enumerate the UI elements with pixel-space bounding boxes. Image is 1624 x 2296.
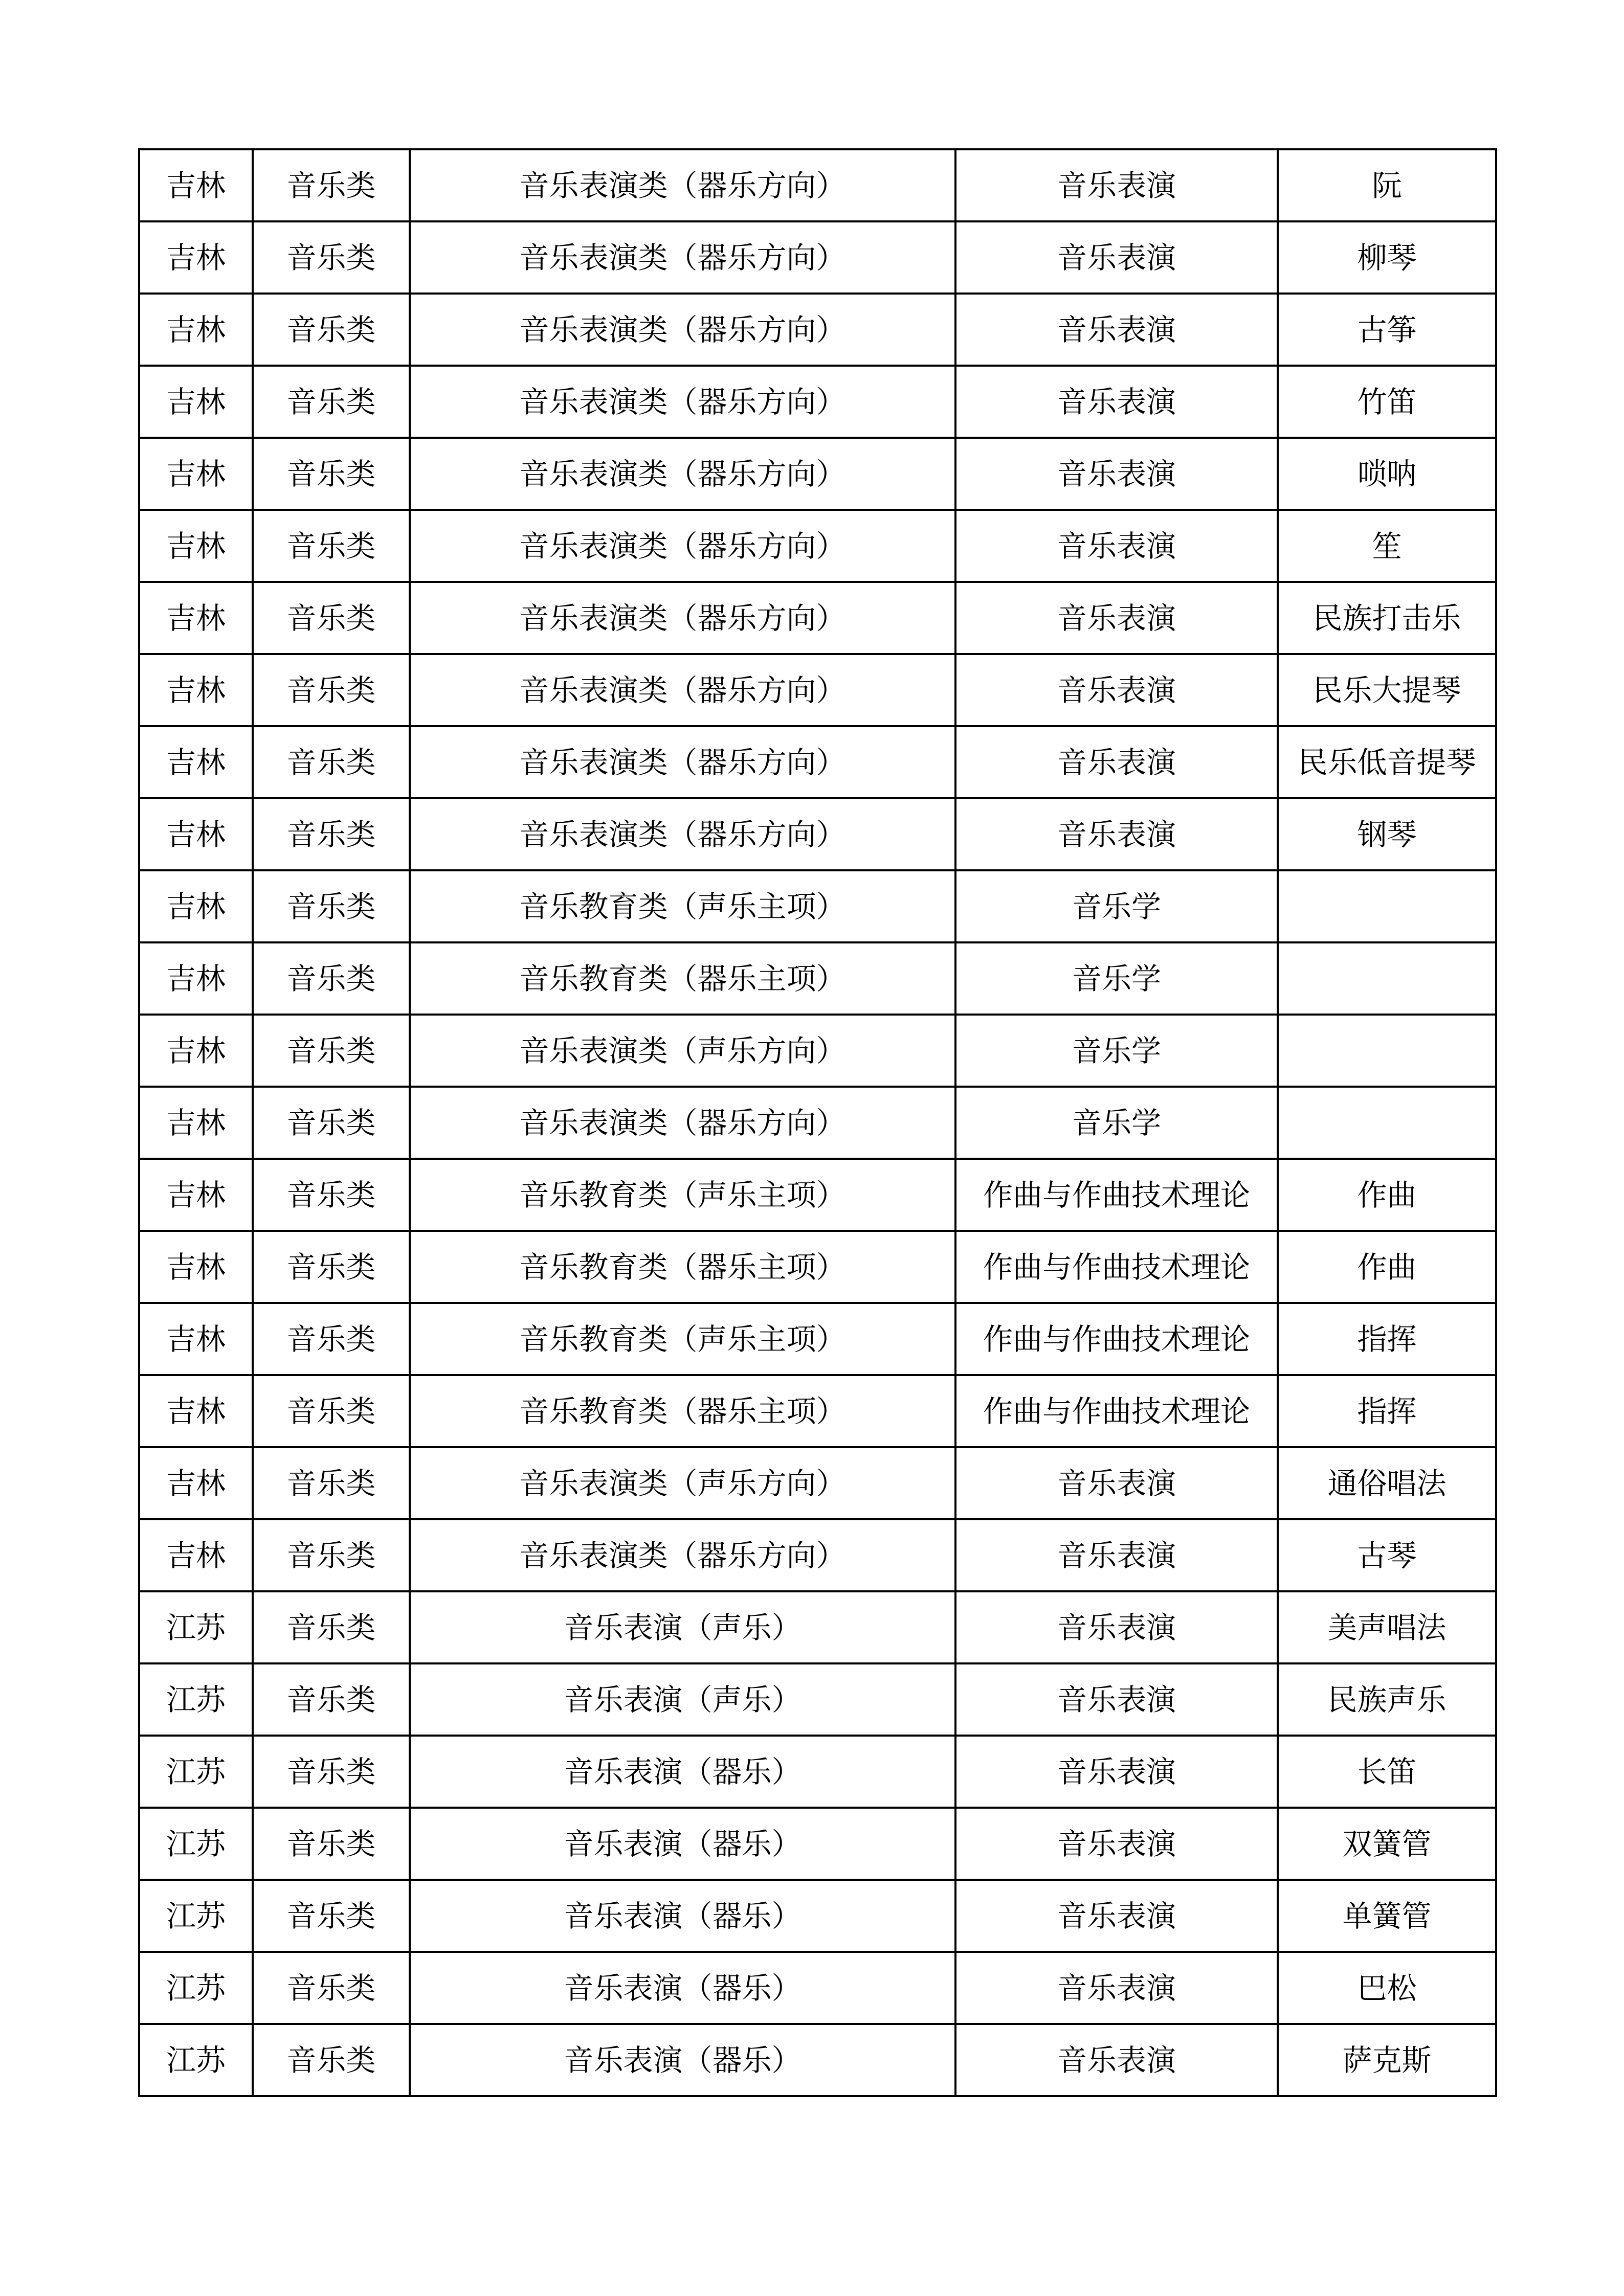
province-cell: 吉林 [139, 798, 253, 870]
table-row [139, 149, 1496, 221]
direction-cell: 萨克斯 [1278, 2024, 1496, 2096]
data-table [138, 148, 1497, 2097]
direction-cell: 通俗唱法 [1278, 1447, 1496, 1519]
major-cell: 作曲与作曲技术理论 [955, 1303, 1278, 1375]
exam-type-cell: 音乐教育类（器乐主项） [410, 1375, 955, 1447]
category-cell: 音乐类 [253, 654, 410, 726]
exam-type-cell: 音乐表演（器乐） [410, 2024, 955, 2096]
province-cell: 吉林 [139, 1159, 253, 1231]
table-body [139, 149, 1496, 2096]
exam-type-cell: 音乐表演类（声乐方向） [410, 1447, 955, 1519]
direction-cell: 民族打击乐 [1278, 582, 1496, 654]
direction-cell: 指挥 [1278, 1303, 1496, 1375]
category-cell: 音乐类 [253, 1015, 410, 1087]
exam-type-cell: 音乐表演类（器乐方向） [410, 221, 955, 294]
major-cell: 音乐表演 [955, 1736, 1278, 1808]
major-cell: 音乐表演 [955, 366, 1278, 438]
exam-type-cell: 音乐表演（声乐） [410, 1591, 955, 1663]
direction-cell: 唢呐 [1278, 438, 1496, 510]
province-cell: 江苏 [139, 1808, 253, 1880]
table-row [139, 1952, 1496, 2024]
province-cell: 吉林 [139, 654, 253, 726]
major-cell: 音乐表演 [955, 2024, 1278, 2096]
exam-type-cell: 音乐表演（器乐） [410, 1880, 955, 1952]
direction-cell: 古筝 [1278, 294, 1496, 366]
table-row [139, 1303, 1496, 1375]
exam-type-cell: 音乐表演类（声乐方向） [410, 1015, 955, 1087]
direction-cell [1278, 870, 1496, 942]
direction-cell: 阮 [1278, 149, 1496, 221]
direction-cell: 竹笛 [1278, 366, 1496, 438]
table-row [139, 1880, 1496, 1952]
major-cell: 音乐表演 [955, 438, 1278, 510]
direction-cell: 指挥 [1278, 1375, 1496, 1447]
major-cell: 音乐表演 [955, 1880, 1278, 1952]
category-cell: 音乐类 [253, 149, 410, 221]
exam-type-cell: 音乐教育类（器乐主项） [410, 942, 955, 1015]
major-cell: 音乐表演 [955, 149, 1278, 221]
major-cell: 音乐学 [955, 1087, 1278, 1159]
major-cell: 音乐学 [955, 870, 1278, 942]
major-cell: 音乐表演 [955, 221, 1278, 294]
table-row [139, 1159, 1496, 1231]
province-cell: 吉林 [139, 1447, 253, 1519]
category-cell: 音乐类 [253, 1519, 410, 1591]
table-row [139, 654, 1496, 726]
category-cell: 音乐类 [253, 294, 410, 366]
exam-type-cell: 音乐教育类（声乐主项） [410, 1303, 955, 1375]
major-cell: 作曲与作曲技术理论 [955, 1375, 1278, 1447]
table-row [139, 1375, 1496, 1447]
direction-cell: 作曲 [1278, 1159, 1496, 1231]
province-cell: 江苏 [139, 2024, 253, 2096]
province-cell: 吉林 [139, 582, 253, 654]
category-cell: 音乐类 [253, 1231, 410, 1303]
table-row [139, 1087, 1496, 1159]
major-cell: 音乐表演 [955, 1591, 1278, 1663]
province-cell: 江苏 [139, 1736, 253, 1808]
table-row [139, 366, 1496, 438]
exam-type-cell: 音乐表演（器乐） [410, 1808, 955, 1880]
category-cell: 音乐类 [253, 1447, 410, 1519]
major-cell: 音乐表演 [955, 294, 1278, 366]
direction-cell [1278, 1015, 1496, 1087]
exam-type-cell: 音乐表演类（器乐方向） [410, 726, 955, 798]
major-cell: 音乐表演 [955, 510, 1278, 582]
major-cell: 音乐表演 [955, 1519, 1278, 1591]
table-row [139, 1736, 1496, 1808]
category-cell: 音乐类 [253, 366, 410, 438]
category-cell: 音乐类 [253, 1663, 410, 1736]
province-cell: 吉林 [139, 294, 253, 366]
exam-type-cell: 音乐表演类（器乐方向） [410, 366, 955, 438]
province-cell: 吉林 [139, 1519, 253, 1591]
province-cell: 吉林 [139, 1015, 253, 1087]
direction-cell: 柳琴 [1278, 221, 1496, 294]
table-row [139, 221, 1496, 294]
province-cell: 江苏 [139, 1663, 253, 1736]
table-row [139, 294, 1496, 366]
exam-type-cell: 音乐表演类（器乐方向） [410, 654, 955, 726]
direction-cell: 民乐大提琴 [1278, 654, 1496, 726]
province-cell: 吉林 [139, 510, 253, 582]
major-cell: 音乐表演 [955, 726, 1278, 798]
category-cell: 音乐类 [253, 1159, 410, 1231]
table-row [139, 1015, 1496, 1087]
province-cell: 江苏 [139, 1591, 253, 1663]
major-cell: 音乐表演 [955, 1447, 1278, 1519]
major-cell: 音乐学 [955, 1015, 1278, 1087]
category-cell: 音乐类 [253, 1591, 410, 1663]
direction-cell: 古琴 [1278, 1519, 1496, 1591]
exam-type-cell: 音乐教育类（声乐主项） [410, 1159, 955, 1231]
direction-cell: 民族声乐 [1278, 1663, 1496, 1736]
major-cell: 作曲与作曲技术理论 [955, 1159, 1278, 1231]
table-row [139, 510, 1496, 582]
exam-type-cell: 音乐教育类（声乐主项） [410, 870, 955, 942]
table-row [139, 2024, 1496, 2096]
province-cell: 吉林 [139, 438, 253, 510]
table-row [139, 942, 1496, 1015]
category-cell: 音乐类 [253, 582, 410, 654]
table-row [139, 582, 1496, 654]
province-cell: 吉林 [139, 870, 253, 942]
province-cell: 吉林 [139, 1303, 253, 1375]
category-cell: 音乐类 [253, 221, 410, 294]
table-row [139, 1447, 1496, 1519]
category-cell: 音乐类 [253, 1808, 410, 1880]
direction-cell: 作曲 [1278, 1231, 1496, 1303]
direction-cell [1278, 942, 1496, 1015]
exam-type-cell: 音乐表演类（器乐方向） [410, 1087, 955, 1159]
category-cell: 音乐类 [253, 1952, 410, 2024]
category-cell: 音乐类 [253, 438, 410, 510]
category-cell: 音乐类 [253, 1375, 410, 1447]
province-cell: 吉林 [139, 942, 253, 1015]
exam-type-cell: 音乐表演类（器乐方向） [410, 798, 955, 870]
category-cell: 音乐类 [253, 510, 410, 582]
category-cell: 音乐类 [253, 798, 410, 870]
province-cell: 吉林 [139, 1231, 253, 1303]
exam-type-cell: 音乐表演类（器乐方向） [410, 294, 955, 366]
direction-cell: 民乐低音提琴 [1278, 726, 1496, 798]
exam-type-cell: 音乐表演（器乐） [410, 1952, 955, 2024]
direction-cell: 双簧管 [1278, 1808, 1496, 1880]
direction-cell [1278, 1087, 1496, 1159]
province-cell: 江苏 [139, 1952, 253, 2024]
exam-type-cell: 音乐表演类（器乐方向） [410, 510, 955, 582]
province-cell: 吉林 [139, 149, 253, 221]
category-cell: 音乐类 [253, 726, 410, 798]
direction-cell: 单簧管 [1278, 1880, 1496, 1952]
major-cell: 音乐表演 [955, 582, 1278, 654]
table-row [139, 1519, 1496, 1591]
exam-type-cell: 音乐表演类（器乐方向） [410, 1519, 955, 1591]
table-row [139, 1808, 1496, 1880]
table-row [139, 1231, 1496, 1303]
direction-cell: 钢琴 [1278, 798, 1496, 870]
exam-type-cell: 音乐教育类（器乐主项） [410, 1231, 955, 1303]
major-cell: 作曲与作曲技术理论 [955, 1231, 1278, 1303]
major-cell: 音乐学 [955, 942, 1278, 1015]
province-cell: 吉林 [139, 221, 253, 294]
province-cell: 吉林 [139, 1375, 253, 1447]
category-cell: 音乐类 [253, 1303, 410, 1375]
direction-cell: 巴松 [1278, 1952, 1496, 2024]
province-cell: 江苏 [139, 1880, 253, 1952]
category-cell: 音乐类 [253, 942, 410, 1015]
direction-cell: 长笛 [1278, 1736, 1496, 1808]
table-row [139, 1591, 1496, 1663]
exam-type-cell: 音乐表演（器乐） [410, 1736, 955, 1808]
major-cell: 音乐表演 [955, 798, 1278, 870]
major-cell: 音乐表演 [955, 1663, 1278, 1736]
table-row [139, 870, 1496, 942]
exam-type-cell: 音乐表演类（器乐方向） [410, 582, 955, 654]
table-row [139, 438, 1496, 510]
category-cell: 音乐类 [253, 1736, 410, 1808]
table-row [139, 726, 1496, 798]
province-cell: 吉林 [139, 366, 253, 438]
direction-cell: 美声唱法 [1278, 1591, 1496, 1663]
exam-type-cell: 音乐表演类（器乐方向） [410, 149, 955, 221]
major-cell: 音乐表演 [955, 654, 1278, 726]
exam-type-cell: 音乐表演（声乐） [410, 1663, 955, 1736]
table-row [139, 1663, 1496, 1736]
category-cell: 音乐类 [253, 1880, 410, 1952]
major-cell: 音乐表演 [955, 1952, 1278, 2024]
exam-type-cell: 音乐表演类（器乐方向） [410, 438, 955, 510]
category-cell: 音乐类 [253, 2024, 410, 2096]
major-cell: 音乐表演 [955, 1808, 1278, 1880]
category-cell: 音乐类 [253, 1087, 410, 1159]
province-cell: 吉林 [139, 1087, 253, 1159]
table-row [139, 798, 1496, 870]
province-cell: 吉林 [139, 726, 253, 798]
direction-cell: 笙 [1278, 510, 1496, 582]
category-cell: 音乐类 [253, 870, 410, 942]
